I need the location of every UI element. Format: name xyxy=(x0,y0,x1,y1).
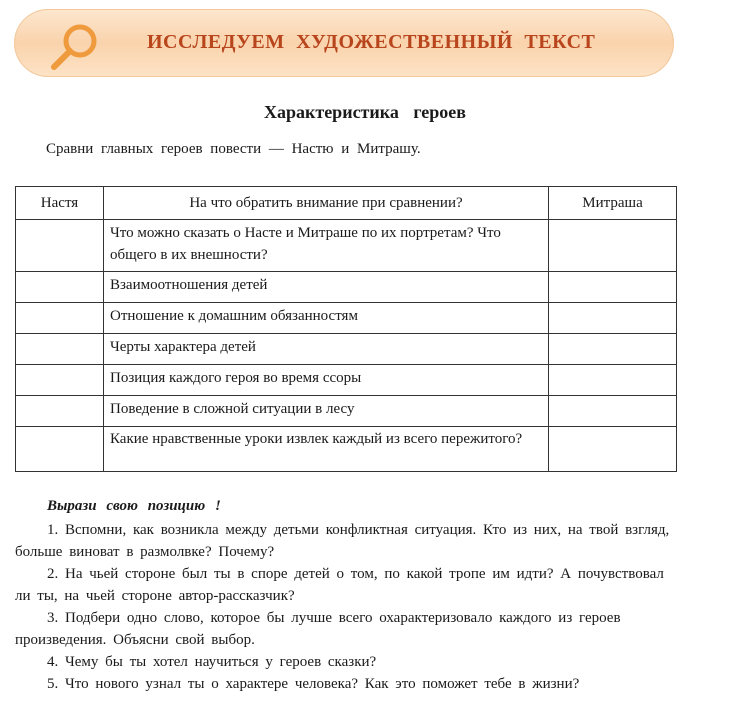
table-row xyxy=(16,220,677,272)
position-heading: Вырази свою позицию ! xyxy=(47,498,221,514)
nastya-cell xyxy=(16,334,104,365)
mitrasha-cell xyxy=(549,272,677,303)
header-criteria: На что обратить внимание при сравнении? xyxy=(104,187,549,220)
criteria-cell: Взаимоотношения детей xyxy=(104,272,549,303)
nastya-cell xyxy=(16,396,104,427)
header-nastya: Настя xyxy=(16,187,104,220)
nastya-cell xyxy=(16,303,104,334)
mitrasha-cell xyxy=(549,427,677,472)
nastya-cell xyxy=(16,365,104,396)
table-row xyxy=(16,365,677,396)
criteria-cell: Что можно сказать о Насте и Митраше по их портретам? Что общего в их внешности? xyxy=(104,220,549,272)
table-row xyxy=(16,334,677,365)
criteria-cell: Отношение к домашним обязанностям xyxy=(104,303,549,334)
section-banner xyxy=(14,9,674,77)
magnifier-icon xyxy=(44,17,104,77)
question-item: 3. Подбери одно слово, которое бы лучше всего охарактеризовало каждого из героев произведения. Объясни свой выбор. xyxy=(15,610,621,648)
table-row xyxy=(16,303,677,334)
criteria-cell: Позиция каждого героя во время ссоры xyxy=(104,365,549,396)
mitrasha-cell xyxy=(549,365,677,396)
nastya-cell xyxy=(16,427,104,472)
comparison-table xyxy=(15,186,677,472)
mitrasha-cell xyxy=(549,334,677,365)
mitrasha-cell xyxy=(549,396,677,427)
header-mitrasha: Митраша xyxy=(549,187,677,220)
table-row xyxy=(16,396,677,427)
mitrasha-cell xyxy=(549,303,677,334)
position-section xyxy=(15,498,683,695)
intro-text: Сравни главных героев повести — Настю и Митрашу. xyxy=(46,141,421,157)
question-item: 5. Что нового узнал ты о характере человека? Как это поможет тебе в жизни? xyxy=(47,676,580,692)
table-row xyxy=(16,272,677,303)
question-item: 1. Вспомни, как возникла между детьми конфликтная ситуация. Кто из них, на твой взгляд, больше виноват в размолвке? Почему? xyxy=(15,522,670,560)
table-row xyxy=(16,427,677,472)
nastya-cell xyxy=(16,272,104,303)
question-item: 2. На чьей стороне был ты в споре детей о том, по какой тропе им идти? А почувствовал ли ты, на чьей стороне автор-рассказчик? xyxy=(15,566,664,604)
nastya-cell xyxy=(16,220,104,272)
question-item: 4. Чему бы ты хотел научиться у героев сказки? xyxy=(47,654,377,670)
table-header-row xyxy=(16,187,677,220)
banner-title: ИССЛЕДУЕМ ХУДОЖЕСТВЕННЫЙ ТЕКСТ xyxy=(147,31,596,53)
section-title: Характеристика героев xyxy=(263,102,467,122)
criteria-cell: Какие нравственные уроки извлек каждый из всего пережитого? xyxy=(104,427,549,472)
criteria-cell: Поведение в сложной ситуации в лесу xyxy=(104,396,549,427)
criteria-cell: Черты характера детей xyxy=(104,334,549,365)
mitrasha-cell xyxy=(549,220,677,272)
